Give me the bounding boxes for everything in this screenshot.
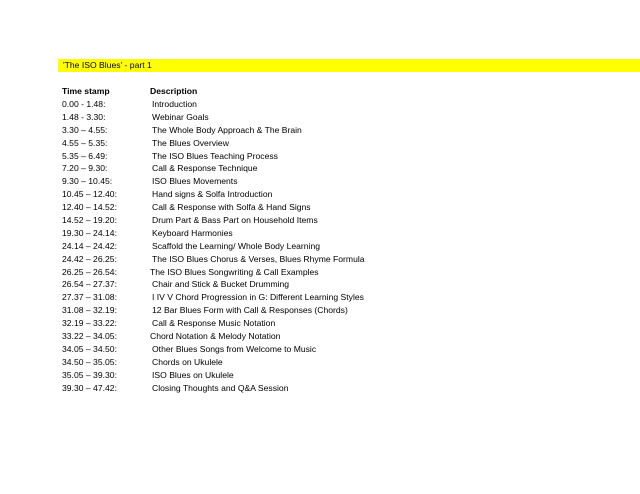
table-row [0, 292, 640, 305]
row-timestamp: 14.52 – 19.20: [62, 215, 117, 226]
table-row [0, 99, 640, 112]
title-banner [58, 59, 640, 72]
row-description: The Blues Overview [152, 137, 229, 148]
table-row [0, 254, 640, 267]
table-row [0, 318, 640, 331]
row-description: The Whole Body Approach & The Brain [152, 124, 302, 135]
table-row [0, 163, 640, 176]
timestamp-column-header: Time stamp [62, 86, 110, 96]
table-row [0, 344, 640, 357]
row-description: Webinar Goals [152, 111, 209, 122]
row-timestamp: 32.19 – 33.22: [62, 318, 117, 329]
row-timestamp: 5.35 – 6.49: [62, 150, 108, 161]
description-column-header: Description [150, 86, 198, 96]
table-row [0, 138, 640, 151]
table-row [0, 112, 640, 125]
row-timestamp: 34.05 – 34.50: [62, 343, 117, 354]
row-description: The ISO Blues Teaching Process [152, 150, 278, 161]
row-description: Scaffold the Learning/ Whole Body Learning [152, 240, 321, 251]
row-timestamp: 33.22 – 34.05: [62, 331, 117, 342]
row-timestamp: 10.45 – 12.40: [62, 189, 117, 200]
row-description: The ISO Blues Songwriting & Call Examples [150, 266, 319, 277]
row-timestamp: 9.30 – 10.45: [62, 176, 113, 187]
row-description: Closing Thoughts and Q&A Session [152, 382, 289, 393]
table-row [0, 331, 640, 344]
row-description: Call & Response with Solfa & Hand Signs [152, 202, 311, 213]
row-timestamp: 39.30 – 47.42: [62, 382, 117, 393]
row-timestamp: 26.25 – 26.54: [62, 266, 117, 277]
table-row [0, 305, 640, 318]
row-timestamp: 3.30 – 4.55: [62, 124, 108, 135]
table-row [0, 202, 640, 215]
row-description: Introduction [152, 99, 197, 109]
table-row [0, 176, 640, 189]
document-title: 'The ISO Blues' - part 1 [63, 60, 152, 70]
row-description: ISO Blues on Ukulele [152, 369, 234, 380]
row-description: Drum Part & Bass Part on Household Items [152, 215, 318, 226]
row-timestamp: 34.50 – 35.05: [62, 356, 117, 367]
table-row [0, 241, 640, 254]
row-description: I IV V Chord Progression in G: Different Learning Styles [152, 292, 364, 303]
row-description: ISO Blues Movements [152, 176, 238, 187]
row-timestamp: 31.08 – 32.19: [62, 305, 117, 316]
table-row [0, 383, 640, 396]
table-row [0, 279, 640, 292]
row-timestamp: 7.20 – 9.30: [62, 163, 108, 174]
row-description: 12 Bar Blues Form with Call & Responses (Chords) [152, 305, 348, 316]
row-timestamp: 27.37 – 31.08: [62, 292, 117, 303]
row-timestamp: 24.14 – 24.42: [62, 240, 117, 251]
row-timestamp: 24.42 – 26.25: [62, 253, 117, 264]
row-timestamp: 0.00 - 1.48: [62, 99, 106, 109]
row-timestamp: 26.54 – 27.37: [62, 279, 117, 290]
table-row [0, 370, 640, 383]
row-timestamp: 19.30 – 24.14: [62, 227, 117, 238]
row-timestamp: 1.48 - 3.30: [62, 111, 106, 122]
row-description: Chord Notation & Melody Notation [150, 331, 281, 342]
row-description: Call & Response Music Notation [152, 318, 276, 329]
table-row [0, 125, 640, 138]
row-description: Chair and Stick & Bucket Drumming [152, 279, 290, 290]
table-row [0, 189, 640, 202]
timestamp-list [0, 99, 640, 395]
row-timestamp: 12.40 – 14.52: [62, 202, 117, 213]
row-description: Hand signs & Solfa Introduction [152, 189, 273, 200]
row-description: Call & Response Technique [152, 163, 258, 174]
table-row [0, 357, 640, 370]
row-description: Other Blues Songs from Welcome to Music [152, 343, 317, 354]
table-row [0, 215, 640, 228]
table-row [0, 151, 640, 164]
row-timestamp: 4.55 – 5.35: [62, 137, 108, 148]
row-description: Keyboard Harmonies [152, 227, 233, 238]
table-row [0, 267, 640, 280]
row-description: The ISO Blues Chorus & Verses, Blues Rhyme Formula [152, 253, 365, 264]
table-row [0, 228, 640, 241]
row-timestamp: 35.05 – 39.30: [62, 369, 117, 380]
row-description: Chords on Ukulele [152, 356, 223, 367]
